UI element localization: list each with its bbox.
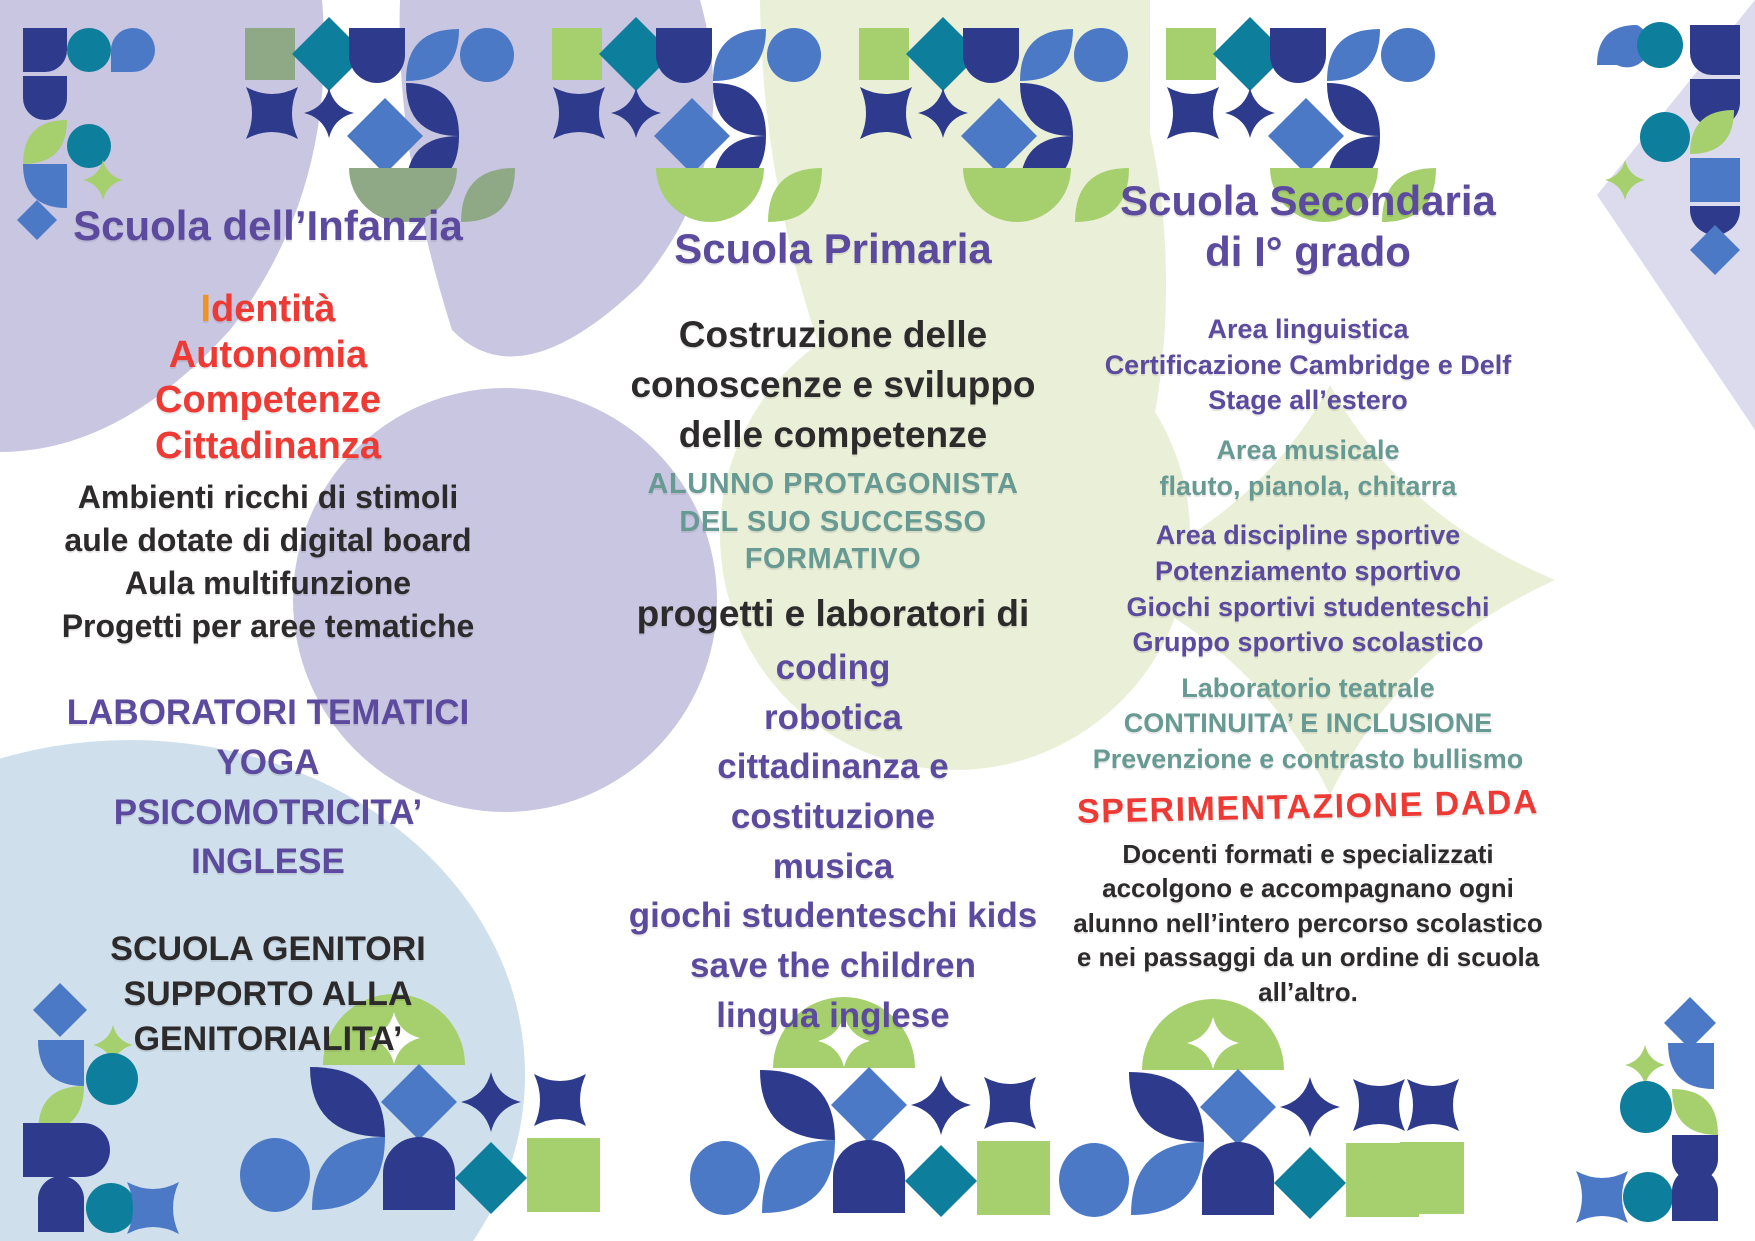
text-line: Stage all’estero (1208, 385, 1408, 416)
text-line: Prevenzione e contrasto bullismo (1092, 744, 1524, 775)
text-line: aule dotate di digital board (64, 521, 472, 558)
text-line: musica (772, 846, 894, 886)
text-line: Potenziamento sportivo (1154, 555, 1462, 586)
highlighted-letter: I (200, 288, 211, 331)
column-scuola-primaria (588, 188, 1078, 1041)
column-scuola-infanzia (18, 165, 518, 1062)
column-title-line: Scuola Secondaria (1120, 176, 1496, 224)
text-line: Gruppo sportivo scolastico (1132, 627, 1484, 658)
text-line: cittadinanza e (717, 747, 949, 787)
text-line: SCUOLA GENITORI (110, 930, 426, 969)
text-line: lingua inglese (716, 995, 950, 1035)
text-line: LABORATORI TEMATICI (66, 693, 470, 733)
text-line: alunno nell’intero percorso scolastico (1073, 907, 1543, 938)
text-section (18, 688, 518, 887)
text-line: Area musicale (1216, 435, 1400, 466)
corner-pattern-bottom-right (1576, 997, 1718, 1223)
text-section (1028, 433, 1588, 504)
text-line: Cittadinanza (155, 425, 381, 467)
text-section (1028, 518, 1588, 661)
text-line: Certificazione Cambridge e Delf (1104, 349, 1512, 380)
text-line: Area linguistica (1207, 314, 1409, 345)
text-line: YOGA (216, 743, 320, 783)
column-sections (1028, 312, 1588, 1009)
text-line: Ambienti ricchi di stimoli (77, 478, 459, 515)
text-line: Laboratorio teatrale (1181, 672, 1435, 703)
text-line: Aula multifunzione (124, 564, 412, 601)
text-line: INGLESE (191, 842, 345, 882)
text-line: e nei passaggi da un ordine di scuola (1076, 942, 1540, 973)
text-line: Identità (200, 288, 336, 331)
text-line: Giochi sportivi studenteschi (1126, 591, 1490, 622)
text-line: Area discipline sportive (1155, 520, 1461, 551)
text-line: accolgono e accompagnano ogni (1102, 873, 1514, 904)
text-section (588, 589, 1078, 639)
column-title (1028, 175, 1588, 277)
text-section (1028, 671, 1588, 778)
text-section (1028, 782, 1589, 833)
text-line: all’altro. (1258, 977, 1358, 1007)
text-line: coding (775, 648, 891, 688)
text-section (588, 466, 1078, 579)
text-section (18, 287, 518, 469)
text-line: progetti e laboratori di (636, 593, 1030, 635)
column-title (588, 223, 1078, 276)
text-line: Costruzione delle (678, 314, 988, 356)
text-line: Autonomia (168, 333, 368, 376)
column-title (18, 200, 518, 253)
text-section (588, 643, 1078, 1041)
text-line: ALUNNO PROTAGONISTA (647, 468, 1019, 501)
text-section (18, 476, 518, 649)
mosaic-pattern-icon (1059, 999, 1419, 1219)
text-line: delle competenze (678, 414, 988, 456)
text-line: SUPPORTO ALLA (123, 974, 413, 1013)
column-title-line: Scuola dell’Infanzia (73, 201, 463, 249)
column-title-line: Scuola Primaria (674, 224, 992, 272)
text-line: Competenze (155, 379, 381, 422)
text-line: PSICOMOTRICITA’ (113, 792, 423, 832)
text-line: flauto, pianola, chitarra (1159, 470, 1457, 501)
text-section (18, 927, 518, 1062)
text-line: Progetti per aree tematiche (61, 608, 475, 645)
mosaic-pair (1400, 1079, 1464, 1214)
text-section (1028, 837, 1588, 1010)
column-sections (18, 287, 518, 1062)
text-section (1028, 312, 1588, 419)
text-line: robotica (763, 697, 903, 737)
text-line: GENITORIALITA’ (133, 1019, 403, 1058)
text-line: Docenti formati e specializzati (1122, 838, 1494, 869)
text-line: conoscenze e sviluppo (630, 364, 1036, 406)
text-section (588, 310, 1078, 460)
column-sections (588, 310, 1078, 1040)
text-line: DEL SUO SUCCESSO (679, 505, 987, 538)
text-line: giochi studenteschi kids (628, 896, 1038, 936)
text-line: FORMATIVO (744, 543, 922, 576)
text-line: save the children (690, 946, 976, 986)
text-line: CONTINUITA’ E INCLUSIONE (1123, 708, 1493, 739)
column-scuola-secondaria (1028, 140, 1588, 1010)
text-line: SPERIMENTAZIONE DADA (1076, 782, 1540, 831)
text-line: costituzione (730, 797, 936, 837)
column-title-line: di I° grado (1205, 228, 1411, 276)
